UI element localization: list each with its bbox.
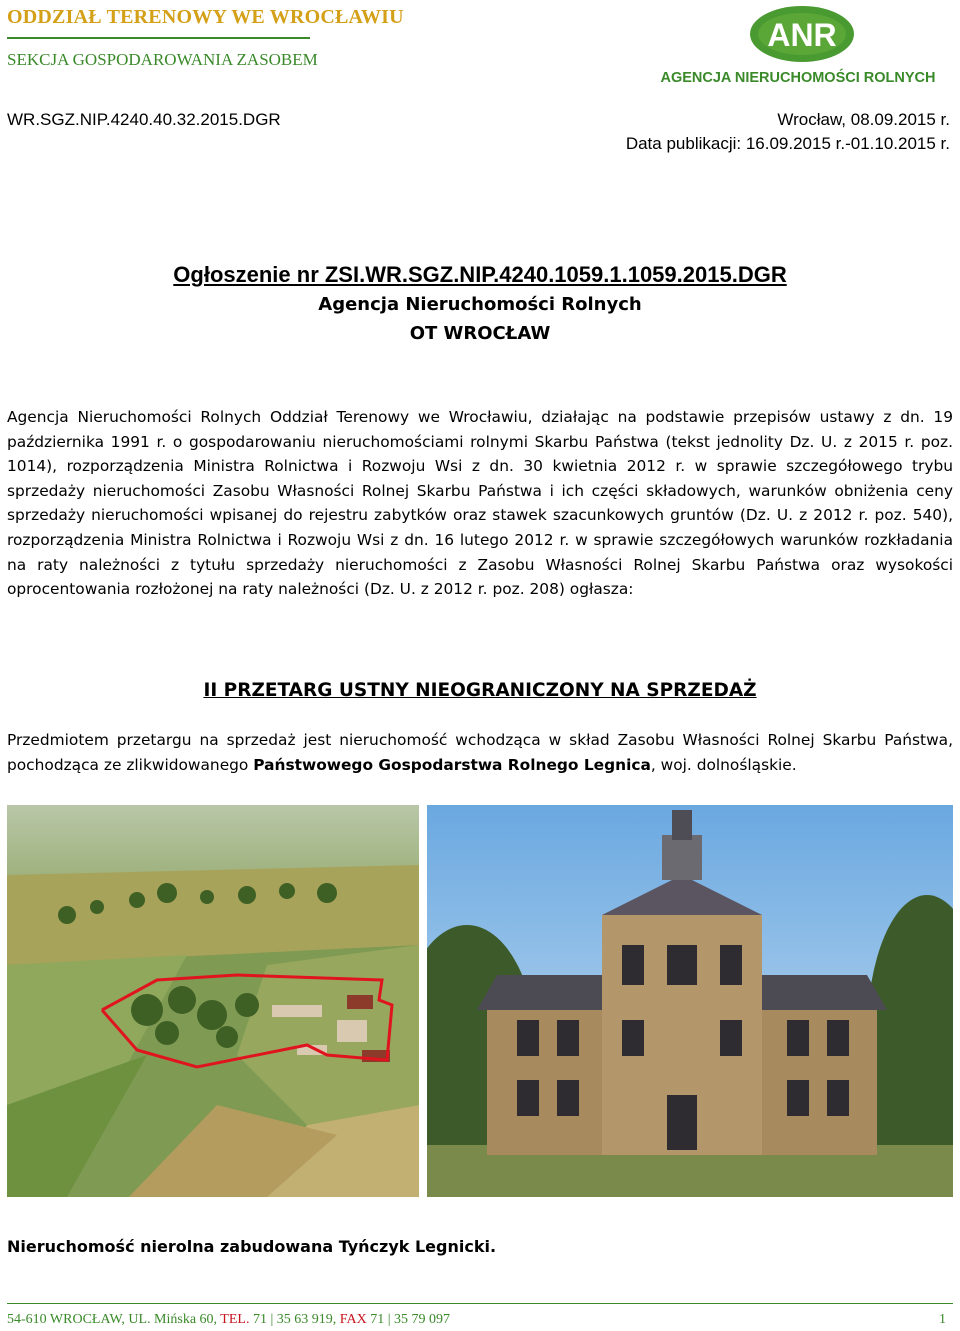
subject-paragraph <box>7 728 953 777</box>
footer-fax-value: 71 | 35 79 097 <box>366 1312 451 1327</box>
place-date: Wrocław, 08.09.2015 r. <box>777 110 950 129</box>
anr-logo <box>650 4 950 88</box>
subject-region: , woj. dolnośląskie. <box>650 755 797 774</box>
announcement-title: Ogłoszenie nr ZSI.WR.SGZ.NIP.4240.1059.1.1059.2015.DGR <box>173 262 787 287</box>
agency-name: Agencja Nieruchomości Rolnych <box>318 294 642 315</box>
anr-logo-icon <box>650 4 950 88</box>
org-name: ODDZIAŁ TERENOWY WE WROCŁAWIU <box>7 6 404 28</box>
footer-address <box>7 1312 450 1328</box>
page-number: 1 <box>939 1312 946 1327</box>
org-section: SEKCJA GOSPODAROWANIA ZASOBEM <box>7 50 318 69</box>
logo-text: ANR <box>767 17 837 53</box>
publication-date: Data publikacji: 16.09.2015 r.-01.10.2015 r. <box>625 134 950 153</box>
reference-number: WR.SGZ.NIP.4240.40.32.2015.DGR <box>7 110 281 129</box>
property-caption: Nieruchomość nierolna zabudowana Tyńczyk Legnicki. <box>7 1237 497 1256</box>
logo-subtitle: AGENCJA NIERUCHOMOŚCI ROLNYCH <box>660 70 936 86</box>
subject-text: Przedmiotem przetargu na sprzedaż jest nieruchomość wchodząca w skład Zasobu Własności Rolnej Skarbu Państwa, pochodząca ze zlikwidowanego <box>7 731 953 774</box>
footer-divider <box>7 1303 953 1304</box>
manor-photo <box>427 805 953 1197</box>
branch-name: OT WROCŁAW <box>409 323 551 344</box>
footer-address-text: 54-610 WROCŁAW, UL. Mińska 60, <box>7 1312 221 1327</box>
footer-tel-label: TEL. <box>220 1312 250 1327</box>
intro-paragraph: Agencja Nieruchomości Rolnych Oddział Terenowy we Wrocławiu, działając na podstawie przepisów ustawy z dn. 19 października 1991 r. o gospodarowaniu nieruchomościami rolnymi Skarbu Państwa (tekst jednolity Dz. U. z 2015 r. poz. 1014), rozporządzenia Ministra Rolnictwa i Rozwoju Wsi z dn. 30 kwietnia 2012 r. w sprawie szczegółowego trybu sprzedaży nieruchomości Zasobu Własności Rolnej Skarbu Państwa i ich części składowych, warunków obniżenia ceny sprzedaży nieruchomości wpisanej do rejestru zabytków oraz stawek szacunkowych gruntów (Dz. U. z 2012 r. poz. 540), rozporządzenia Ministra Rolnictwa i Rozwoju Wsi z dn. 16 lutego 2012 r. w sprawie szczegółowych warunków rozkładania na raty należności z tytułu sprzedaży nieruchomości z Zasobu Własności Rolnej Skarbu Państwa oraz wysokości oprocentowania rozłożonej na raty należności (Dz. U. z 2012 r. poz. 208) ogłasza: <box>7 408 953 599</box>
header-divider <box>7 37 310 39</box>
subject-farm-name: Państwowego Gospodarstwa Rolnego Legnica <box>253 755 651 774</box>
footer-fax-label: FAX <box>339 1312 367 1327</box>
tender-heading: II PRZETARG USTNY NIEOGRANICZONY NA SPRZEDAŻ <box>203 680 757 701</box>
aerial-photo <box>7 805 419 1197</box>
footer-tel-value: 71 | 35 63 919, <box>249 1312 340 1327</box>
